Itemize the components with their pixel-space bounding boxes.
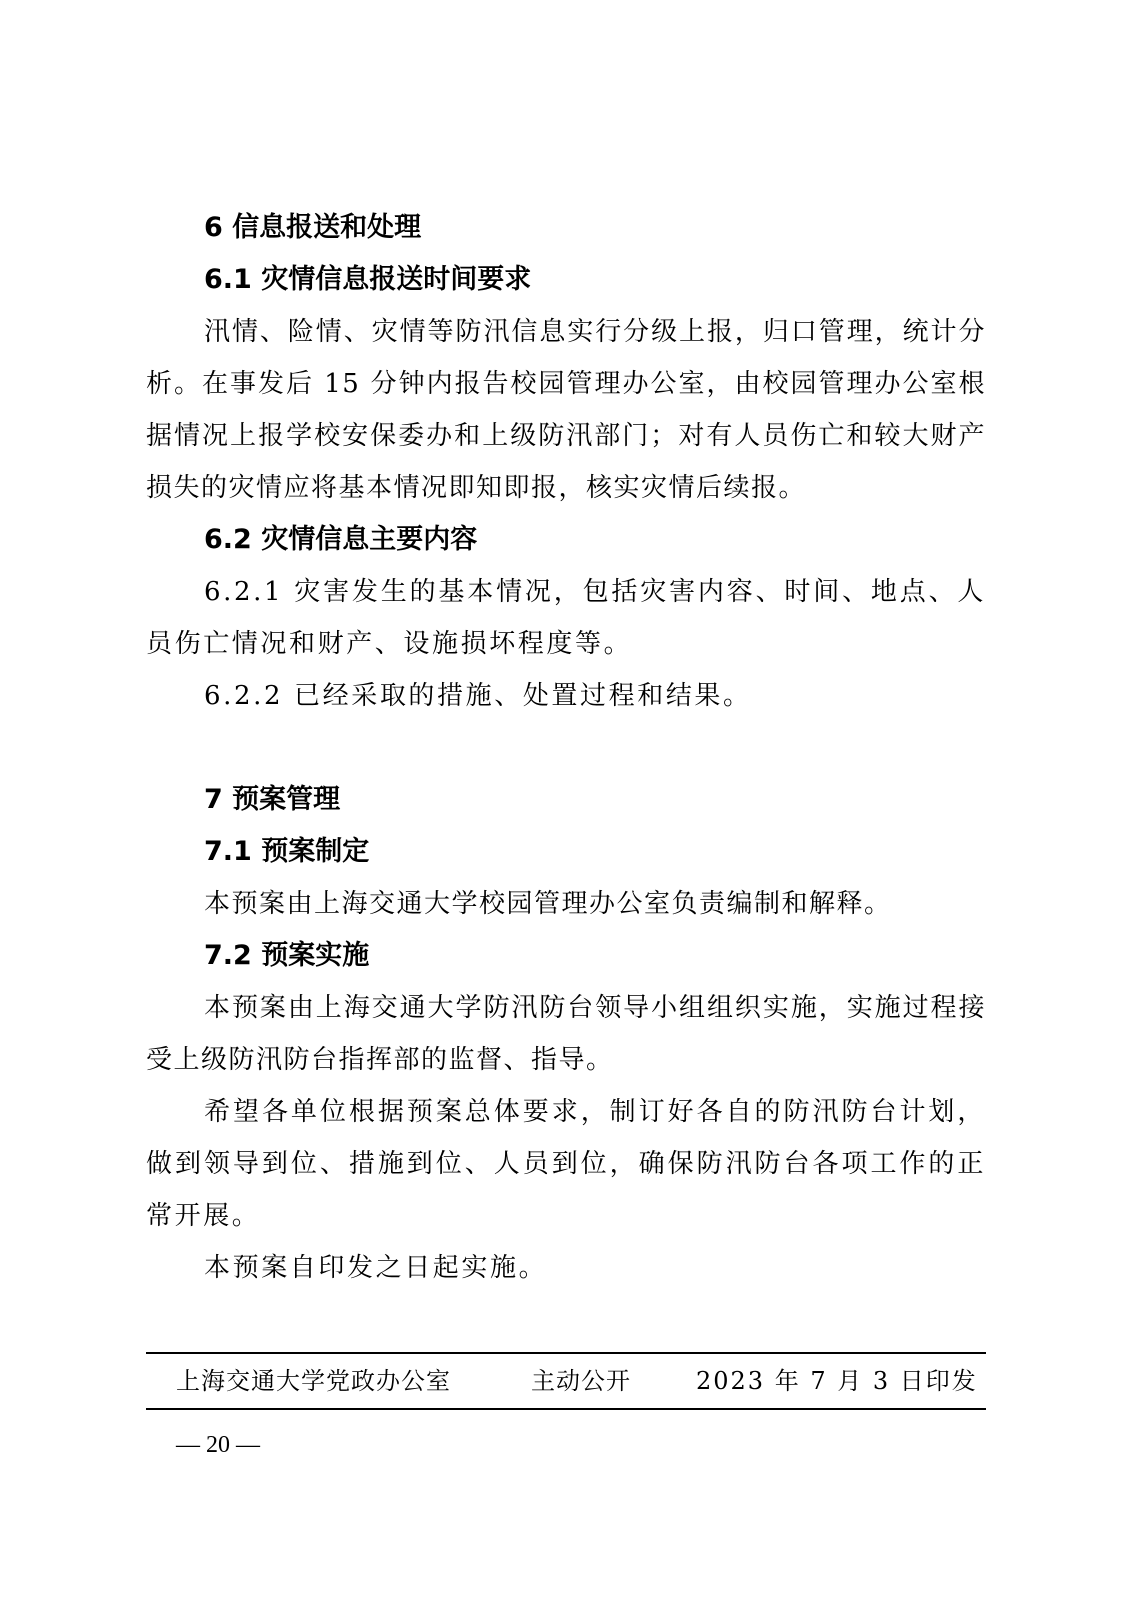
section-7-1-paragraph: 本预案由上海交通大学校园管理办公室负责编制和解释。 bbox=[204, 889, 892, 919]
footer-issuer: 上海交通大学党政办公室 bbox=[176, 1367, 451, 1395]
section-7-heading: 7 预案管理 bbox=[204, 784, 341, 815]
section-6-1-heading: 6.1 灾情信息报送时间要求 bbox=[204, 264, 532, 295]
section-7-2-paragraph-3: 本预案自印发之日起实施。 bbox=[204, 1253, 548, 1283]
section-6-heading: 6 信息报送和处理 bbox=[204, 212, 422, 243]
page-number: — 20 — bbox=[176, 1432, 260, 1458]
section-7-2-heading: 7.2 预案实施 bbox=[204, 940, 370, 971]
section-7-2-paragraph-1: 本预案由上海交通大学防汛防台领导小组组织实施，实施过程接受上级防汛防台指挥部的监督、指导。 bbox=[146, 993, 986, 1075]
section-6-2-2-paragraph: 6.2.2 已经采取的措施、处置过程和结果。 bbox=[204, 681, 752, 711]
footer-date: 2023 年 7 月 3 日印发 bbox=[696, 1367, 978, 1395]
section-spacer bbox=[146, 722, 986, 774]
section-7-1-heading: 7.1 预案制定 bbox=[204, 836, 370, 867]
section-7-2-paragraph-2: 希望各单位根据预案总体要求，制订好各自的防汛防台计划，做到领导到位、措施到位、人员到位，确保防汛防台各项工作的正常开展。 bbox=[146, 1097, 986, 1231]
section-6-2-1-paragraph: 6.2.1 灾害发生的基本情况，包括灾害内容、时间、地点、人员伤亡情况和财产、设施损坏程度等。 bbox=[146, 577, 986, 659]
document-body bbox=[146, 202, 986, 1294]
section-6-1-paragraph: 汛情、险情、灾情等防汛信息实行分级上报，归口管理，统计分析。在事发后 15 分钟内报告校园管理办公室，由校园管理办公室根据情况上报学校安保委办和上级防汛部门；对有人员伤亡和较大财产损失的灾情应将基本情况即知即报，核实灾情后续报。 bbox=[146, 317, 986, 503]
issuance-footer bbox=[146, 1352, 986, 1410]
section-6-2-heading: 6.2 灾情信息主要内容 bbox=[204, 524, 478, 555]
footer-disclosure: 主动公开 bbox=[531, 1367, 631, 1395]
